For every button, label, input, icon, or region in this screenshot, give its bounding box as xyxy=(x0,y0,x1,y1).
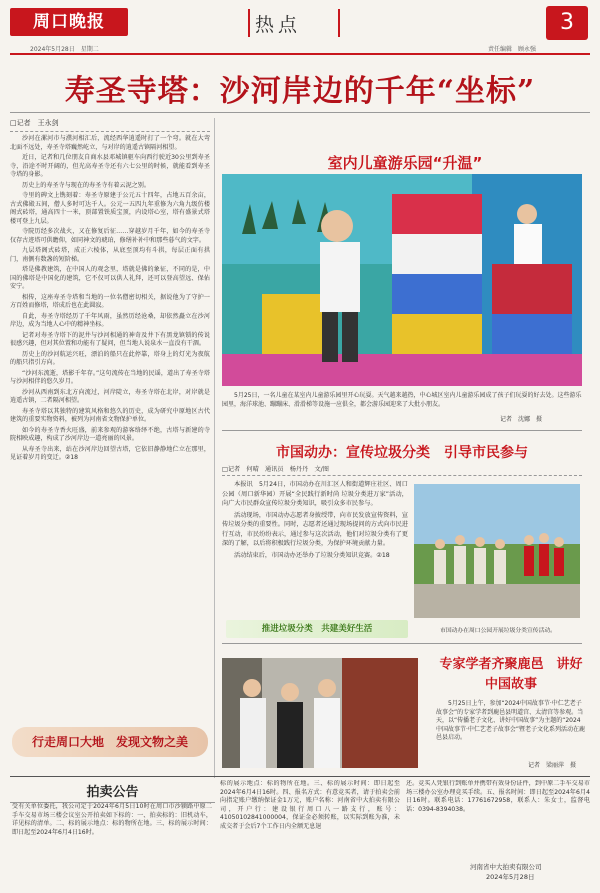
column-divider xyxy=(214,118,215,778)
page-number: 3 xyxy=(546,6,588,40)
paragraph: 自此，寿圣寺塔经历了千年风雨，虽然历经沧桑，却依然矗立在沙河岸边，成为当地人心中的精神坐标。 xyxy=(10,312,210,328)
paragraph: 活动现场，市国动办志愿者身披绶带，向市民发放宣传资料，宣传垃圾分类的重要性。同时，志愿者还通过现场提问的方式向市民进行互动，市民纷纷表示，通过参与这次活动，他们对垃圾分类有了更深的了解，以后将积极践行垃圾分类，为保护环境贡献力量。 xyxy=(222,511,408,547)
paragraph: “沙河东流逝，塔影千年存。”这句流传在当地的民谣，道出了寿圣寺塔与沙河相伴的悠久岁月。 xyxy=(10,369,210,385)
scholars-photo xyxy=(222,658,418,768)
auction-text-col3: 还。竞买人凭银行到账单并携带有效身份证件，到中原二手车交易市场三楼办公室办理竞买手续。五、报名时间：即日起至2024年6月4日16时。联系电话：17761672958，联系人：朱女士，监督电话：0394-8394038。 xyxy=(406,780,590,813)
mid-photo-caption: 市国动办在周口公园开展垃圾分类宣传活动。 xyxy=(440,628,556,634)
main-article-body xyxy=(10,135,210,463)
paragraph: 如今的寿圣寺香火旺盛，前来参观的游客络绎不绝，古塔与新建的寺院相映成趣，构成了沙河岸边一道亮丽的风景。 xyxy=(10,426,210,442)
paragraph: 历史上的沙河航运兴旺，漂泊的船只在此停靠，塔身上的灯光为夜航的船只指引方向。 xyxy=(10,350,210,366)
mid-article-byline: □记者 何晴 通讯员 杨丹丹 文/图 xyxy=(222,464,582,476)
section-title: 热点 xyxy=(255,14,302,36)
paragraph: 近日，记者和几位朋友自商水县邓城镇驱车向西行驶近30公里到寿圣寺，沿途不时开阔的，但光高寿圣寺还有六七公里的时候，就能看到寿圣寺塔的身影。 xyxy=(10,154,210,178)
paragraph: 历史上的寿圣寺与现在的寿圣寺有着云泥之别。 xyxy=(22,181,150,189)
paragraph: 塔是佛教建筑，在中国人的观念里，塔就是佛的象征，不同的是，中国的佛塔是中国化的建筑，它不仅可以供人礼拜，还可以登高望远、保佑安宁。 xyxy=(10,266,210,290)
photo-feature-title: 室内儿童游乐园“升温” xyxy=(327,154,483,172)
auction-date: 2024年5月28日 xyxy=(486,873,535,881)
bottom-article-title: 专家学者齐聚鹿邑 讲好中国故事 xyxy=(439,657,583,692)
paragraph: 九层塔阁式砖塔，成正六棱体，从底至顶均有斗拱，每层正面有拱门，南侧有数盏的短阶梯。 xyxy=(10,247,210,263)
photo-feature-caption: 5月25日，一名儿童在某室内儿童游乐园里开心玩耍。天气越来越热，中心城区室内儿童游乐园成了孩子们玩耍的好去处。这些游乐园里，海洋球池、蹦蹦床、滑滑梯等设施一应俱全，都会游乐园迎来了大批小朋友。 xyxy=(222,392,582,408)
paragraph: 寺里的碑文上镌刻着：寿圣寺原建于公元五十四年，占地五百余亩，古式佛殿五间，僧人多时可达千人。公元一五四九年重修为六角九级仿楼阁式砖塔，通高四十一米，顶部置铁质宝顶，内设塔心室，塔有盛景式塔楼可登上九层。 xyxy=(10,192,210,225)
main-article-byline: □记者 王永剑 xyxy=(10,118,210,132)
main-article xyxy=(10,118,210,774)
auction-text-col2: 标的展示地点：标的物所在地。三、标的展示时间：即日起至2024年6月4日16时。四、报名方式：有意竞买者，请于拍卖会前向指定账户缴纳保证金1万元，账户名称：河南省中大拍卖有限公司，开户行：建设银行周口八一路支行，账号：41050102841000004，保证金必须转账，以实际到账为准，未成交者于会后7个工作日内全额无息退 xyxy=(220,780,400,830)
paragraph: 从寿圣寺出来，站在沙河岸边回望古塔，它依旧静静地伫立在那里，见证着岁月的变迁。②18 xyxy=(10,445,210,461)
auction-rule xyxy=(10,776,590,777)
editor-credit: 责任编辑 顾永强 xyxy=(488,46,537,53)
paragraph: 沙河从西南到东北方向流过，河岸陡立，寿圣寺塔在北岸，对岸就是逍遥古镇，二者隔河相望。 xyxy=(10,388,210,404)
paragraph: 活动结束后，市国动办还举办了垃圾分类知识竞赛。②18 xyxy=(234,551,390,559)
issue-date: 2024年5月28日 星期二 xyxy=(30,46,99,53)
auction-company: 河南省中大拍卖有限公司 xyxy=(470,863,542,871)
bottom-article-credit: 记者 梁丽萍 摄 xyxy=(528,762,577,769)
garbage-sorting-banner: 推进垃圾分类 共建美好生活 xyxy=(226,620,408,638)
section-rule xyxy=(222,643,582,644)
garbage-sorting-photo xyxy=(414,484,580,618)
paragraph: 沙河在漯河市与濮河相汇后，流经西华逍遥时打了一个弯。就在大弯北面不远处，寿圣寺塔巍然屹立，与对岸的逍遥古镇隔河相望。 xyxy=(10,135,210,151)
masthead-logo: 周口晚报 xyxy=(10,8,128,36)
playground-photo xyxy=(222,174,582,386)
header-rule xyxy=(10,53,590,55)
paragraph: 寿圣寺塔以其独特的建筑风格和悠久的历史，成为研究中原地区古代建筑的重要实物资料，被列为河南省文物保护单位。 xyxy=(10,407,210,423)
auction-title: 拍卖公告 xyxy=(10,781,215,803)
mid-article-body xyxy=(222,480,408,616)
mid-article-title: 市国动办：宣传垃圾分类 引导市民参与 xyxy=(276,445,528,461)
main-headline: 寿圣寺塔：沙河岸边的千年“坐标” xyxy=(64,74,536,109)
headline-rule xyxy=(10,112,590,113)
auction-text-col1: 受有关单位委托，我公司定于2024年6月5日10时在周口市沙颍路中原二手车交易市场三楼会议室公开拍卖如下标的：一、拍卖标的：旧机动车，详见标的清单。二、标的展示地点：标的物所在地。三、标的展示时间：即日起至2024年6月4日16时。 xyxy=(12,803,212,836)
paragraph: 相传，这座寿圣寺塔和当地的一位名僧密切相关，据说他为了守护一方百姓而修塔，塔成后也在此圆寂。 xyxy=(10,293,210,309)
bottom-article-body: 5月25日上午，参加“2024中国故事节·中仁艺老子故事会”的专家学者到鹿邑县明道宫、太清宫等参观。当天，以“传播老子文化、讲好中国故事”为主题的“2024中国故事节·中仁艺老子故事会”暨老子文化系列活动在鹿邑县启动。 xyxy=(436,700,586,742)
paragraph: 记者对寿圣寺塔下的泥井与沙河相通的神奇及井下有黑龙镇锁的传说很感兴趣，但对其位置和功能有了疑问，但当地人说泉水一直没有干涸。 xyxy=(10,331,210,347)
section-rule xyxy=(222,430,582,431)
paragraph: 寺院历经多次战火，又在修复后征……穿越岁月千年，如今的寿圣寺仅存古迹塔可供瞻仰，如同神文的琥珀，修缮补补中和那些暮气的文字。 xyxy=(10,228,210,244)
paragraph: 本报讯 5月24日，市国动办在川汇区人和街道辉庄社区、周口公园（周口新华园）开展“全民践行新时尚 垃圾分类进万家”活动，向广大市民群众宣传垃圾分类知识，吸引众多市民参与。 xyxy=(222,481,408,507)
photo-feature-credit: 记者 沈娜 摄 xyxy=(500,416,543,423)
series-banner: 行走周口大地 发现文物之美 xyxy=(12,727,208,757)
